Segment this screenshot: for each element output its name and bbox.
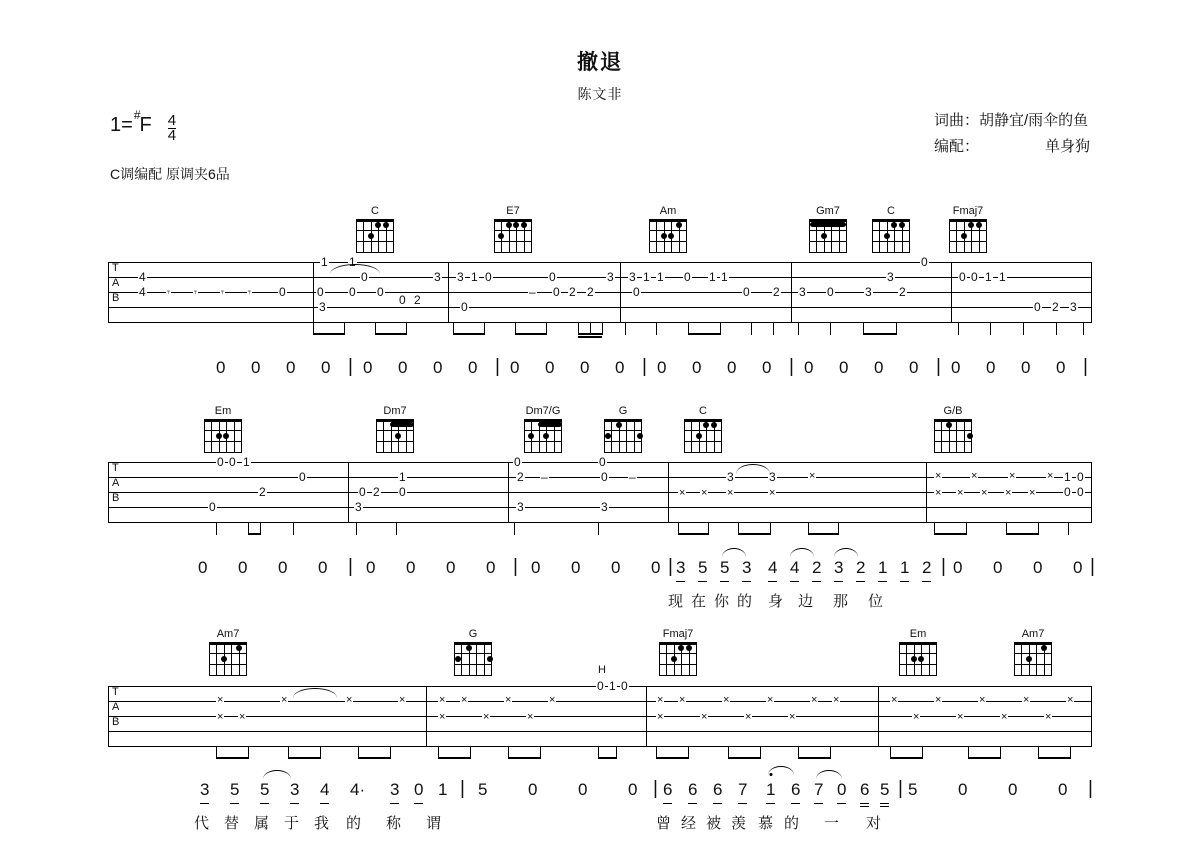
measure-bar: | <box>642 356 647 377</box>
lyric-syllable: 你 <box>714 593 730 610</box>
beat: 0 <box>909 358 919 377</box>
chord-name: G <box>468 628 478 640</box>
melody-note: 4 <box>768 558 777 578</box>
tab-clef: T A B <box>112 462 120 504</box>
beat: 0 <box>398 358 408 377</box>
chord-name: Am7 <box>216 628 240 640</box>
credit-row-arranger <box>934 134 1090 160</box>
melody-note: 3 <box>290 780 299 800</box>
melody-note: 6 <box>688 780 697 800</box>
tab-clef: T A B <box>112 686 120 728</box>
chord-grid <box>209 642 247 676</box>
lyric-syllable: 身 <box>768 593 784 610</box>
chord-grid <box>649 219 687 253</box>
time-signature <box>168 114 176 143</box>
beat: 0 <box>363 358 373 377</box>
lyric-syllable: 羡 <box>731 815 747 832</box>
chord-diagram-e7 <box>490 205 536 253</box>
beat: 0 <box>993 558 1003 577</box>
chord-diagram-em2 <box>895 628 941 676</box>
measure-bar: | <box>941 556 946 577</box>
credit-value-arranger: 单身狗 <box>1044 138 1090 155</box>
beat: 0 <box>321 358 331 377</box>
melody-note: 5 <box>478 780 488 799</box>
melody-note: 3 <box>200 780 209 800</box>
credits-block <box>934 108 1090 160</box>
melody-note: 6 <box>663 780 672 800</box>
melody-note: 5 <box>230 780 239 800</box>
beat: 0 <box>986 358 996 377</box>
composer-name: 陈文非 <box>577 86 623 102</box>
chord-grid <box>934 419 972 453</box>
chord-name: Am7 <box>1021 628 1045 640</box>
melody-note: 3 <box>676 558 685 578</box>
chord-grid <box>604 419 642 453</box>
melody-note: 2 <box>856 558 865 578</box>
chord-grid <box>204 419 242 453</box>
beat: 0 <box>278 558 288 577</box>
melody-note: 7 <box>814 780 823 800</box>
measure-bar: | <box>1090 556 1095 577</box>
melody-note: 0 <box>958 780 968 799</box>
tab-staff-2: T A B 0 0 1 2 0 0 0 2 1 3 0 0 2 3 – 0 0 3 – × × 3 3 × × × × × × × × × × × × 1 0 0 0 <box>108 462 1092 524</box>
melody-note: 1 <box>900 558 909 578</box>
chord-grid <box>809 219 847 253</box>
chord-grid <box>949 219 987 253</box>
beat: 0 <box>762 358 772 377</box>
lyric-syllable: 位 <box>868 593 884 610</box>
key-prefix: 1= <box>110 114 133 136</box>
lyric-syllable: 被 <box>706 815 722 832</box>
beat: 0 <box>433 358 443 377</box>
chord-name: Fmaj7 <box>952 205 984 217</box>
chord-name: G/B <box>943 405 963 417</box>
beat: 0 <box>510 358 520 377</box>
beat: 0 <box>238 558 248 577</box>
melody-note: 1 <box>878 558 887 578</box>
measure-bar: | <box>348 356 353 377</box>
melody-note: 1 <box>766 780 775 800</box>
beat: 0 <box>286 358 296 377</box>
beat: 0 <box>486 558 496 577</box>
chord-name: Dm7 <box>383 405 407 417</box>
measure-bar: | <box>1088 778 1093 799</box>
lyric-syllable: 谓 <box>426 815 442 832</box>
key-accidental: # <box>133 108 141 122</box>
chord-name: C <box>699 405 707 417</box>
beat: 0 <box>251 358 261 377</box>
chord-diagram-am <box>645 205 691 253</box>
lyric-syllable: 我 <box>314 815 330 832</box>
melody-note: 6 <box>791 780 800 800</box>
tab-clef: T A B <box>112 262 120 304</box>
page-title: 撤退 <box>577 51 623 74</box>
beat: 0 <box>446 558 456 577</box>
chord-diagram-g <box>600 405 646 453</box>
beat: 0 <box>692 358 702 377</box>
lyric-syllable: 现 <box>668 593 684 610</box>
melody-note: 2 <box>922 558 931 578</box>
beat: 0 <box>657 358 667 377</box>
credit-label-arranger: 编配： <box>933 138 979 155</box>
melody-note: 5 <box>698 558 707 578</box>
chord-diagram-fmaj7 <box>945 205 991 253</box>
lyric-syllable: 替 <box>224 815 240 832</box>
key-letter: F <box>139 114 152 136</box>
beat: 0 <box>531 558 541 577</box>
measure-bar: | <box>348 556 353 577</box>
chord-name: C <box>887 205 895 217</box>
beat: 0 <box>1056 358 1066 377</box>
chord-name: Em <box>214 405 232 417</box>
lyric-syllable: 的 <box>737 593 753 610</box>
chord-name: Em <box>909 628 927 640</box>
melody-note: 0 <box>578 780 588 799</box>
chord-grid <box>524 419 562 453</box>
chord-grid <box>872 219 910 253</box>
beat: 0 <box>406 558 416 577</box>
beat: 0 <box>727 358 737 377</box>
measure-bar: | <box>1083 356 1088 377</box>
beat: 0 <box>468 358 478 377</box>
beat: 0 <box>611 558 621 577</box>
measure-bar: | <box>460 778 465 799</box>
beat: 0 <box>1073 558 1083 577</box>
lyric-syllable: 那 <box>833 593 849 610</box>
beat: 0 <box>1033 558 1043 577</box>
chord-diagram-c <box>352 205 398 253</box>
chord-diagram-g2 <box>450 628 496 676</box>
measure-bar: | <box>668 556 673 577</box>
melody-note: 0 <box>1008 780 1018 799</box>
lyric-syllable: 经 <box>681 815 697 832</box>
melody-note: 5 <box>880 780 889 800</box>
lyric-syllable: 属 <box>254 815 270 832</box>
measure-bar: | <box>789 356 794 377</box>
lyric-syllable: 边 <box>798 593 814 610</box>
beat: 0 <box>366 558 376 577</box>
chord-diagram-c3 <box>680 405 726 453</box>
melody-note: 2 <box>812 558 821 578</box>
beat: 0 <box>839 358 849 377</box>
lyric-syllable: 慕 <box>758 815 774 832</box>
melody-note: 5 <box>720 558 729 578</box>
lyric-syllable: 称 <box>386 815 402 832</box>
credit-row-lyrics <box>934 108 1090 134</box>
hammer-on-mark: H <box>598 664 606 676</box>
melody-note: 5 <box>260 780 269 800</box>
lyric-syllable: 的 <box>346 815 362 832</box>
beat: 0 <box>198 558 208 577</box>
key-signature <box>110 108 177 144</box>
lyric-syllable: 一 <box>824 815 840 832</box>
chord-name: E7 <box>506 205 520 217</box>
beat: 0 <box>804 358 814 377</box>
measure-bar: | <box>653 778 658 799</box>
lyric-syllable: 在 <box>691 593 707 610</box>
melody-note: 1 <box>438 780 448 799</box>
lyric-syllable: 曾 <box>656 815 672 832</box>
lyric-syllable: 对 <box>866 815 882 832</box>
beat: 0 <box>216 358 226 377</box>
chord-diagram-am7-2 <box>1010 628 1056 676</box>
chord-diagram-dm7-g <box>520 405 566 453</box>
melody-note: 4 <box>790 558 799 578</box>
melody-note: 4· <box>350 780 366 799</box>
chord-grid <box>684 419 722 453</box>
lyric-syllable: 于 <box>284 815 300 832</box>
beat: 0 <box>580 358 590 377</box>
chord-grid <box>376 419 414 453</box>
meter-denominator: 4 <box>167 127 177 144</box>
chord-diagram-g-b <box>930 405 976 453</box>
chord-name: Gm7 <box>816 205 840 217</box>
melody-note: 3 <box>742 558 751 578</box>
chord-diagram-gm7 <box>805 205 851 253</box>
melody-note: 0 <box>528 780 538 799</box>
melody-note: 5 <box>908 780 918 799</box>
chord-diagram-em <box>200 405 246 453</box>
beat: 0 <box>951 358 961 377</box>
chord-diagram-dm7 <box>372 405 418 453</box>
measure-bar: | <box>495 356 500 377</box>
beat: 0 <box>318 558 328 577</box>
melody-note: 3 <box>390 780 399 800</box>
chord-diagram-am7 <box>205 628 251 676</box>
melody-note: 6 <box>860 780 869 800</box>
measure-bar: | <box>898 778 903 799</box>
beat: 0 <box>571 558 581 577</box>
chord-grid <box>494 219 532 253</box>
melody-note: 7 <box>738 780 747 800</box>
beat: 0 <box>1021 358 1031 377</box>
lyric-syllable: 的 <box>784 815 800 832</box>
chord-diagram-c2 <box>868 205 914 253</box>
chord-grid <box>659 642 697 676</box>
chord-name: G <box>618 405 628 417</box>
meter-numerator: 4 <box>167 112 177 129</box>
credit-label-lyrics: 词曲： <box>933 112 979 129</box>
tab-staff-3: T A B × × × × × × × × × × × × × 0 1 0 × × × × × × × × × × × × × × × × × × × H <box>108 686 1092 748</box>
tab-staff-1: T A B 4 4 𝄾 𝄾 𝄾 𝄾 0 1 1 0 0 3 0 0 0 2 3 3 1 0 0 0 – 0 2 2 3 3 1 1 0 1 1 0 0 2 3 0 3 2 3 0 0 0 1 1 0 2 3 <box>108 262 1092 324</box>
chord-name: Fmaj7 <box>662 628 694 640</box>
melody-note: 3 <box>834 558 843 578</box>
chord-name: Am <box>659 205 677 217</box>
chord-name: C <box>371 205 379 217</box>
beat: 0 <box>953 558 963 577</box>
credit-value-lyrics: 胡静宜/雨伞的鱼 <box>978 112 1089 129</box>
melody-note: 6 <box>713 780 722 800</box>
measure-bar: | <box>936 356 941 377</box>
melody-note: 0 <box>837 780 846 800</box>
chord-name: Dm7/G <box>525 405 561 417</box>
chord-grid <box>356 219 394 253</box>
melody-note: 4 <box>320 780 329 800</box>
chord-grid <box>454 642 492 676</box>
beat: 0 <box>874 358 884 377</box>
measure-bar: | <box>513 556 518 577</box>
beat: 0 <box>615 358 625 377</box>
beat: 0 <box>545 358 555 377</box>
melody-note: 0 <box>628 780 638 799</box>
chord-grid <box>899 642 937 676</box>
lyric-syllable: 代 <box>194 815 210 832</box>
key-note: C调编配 原调夹6品 <box>110 166 230 182</box>
melody-note: 0 <box>1058 780 1068 799</box>
chord-diagram-fmaj7-2 <box>655 628 701 676</box>
beat: 0 <box>651 558 661 577</box>
melody-note: 0 <box>414 780 423 800</box>
chord-grid <box>1014 642 1052 676</box>
